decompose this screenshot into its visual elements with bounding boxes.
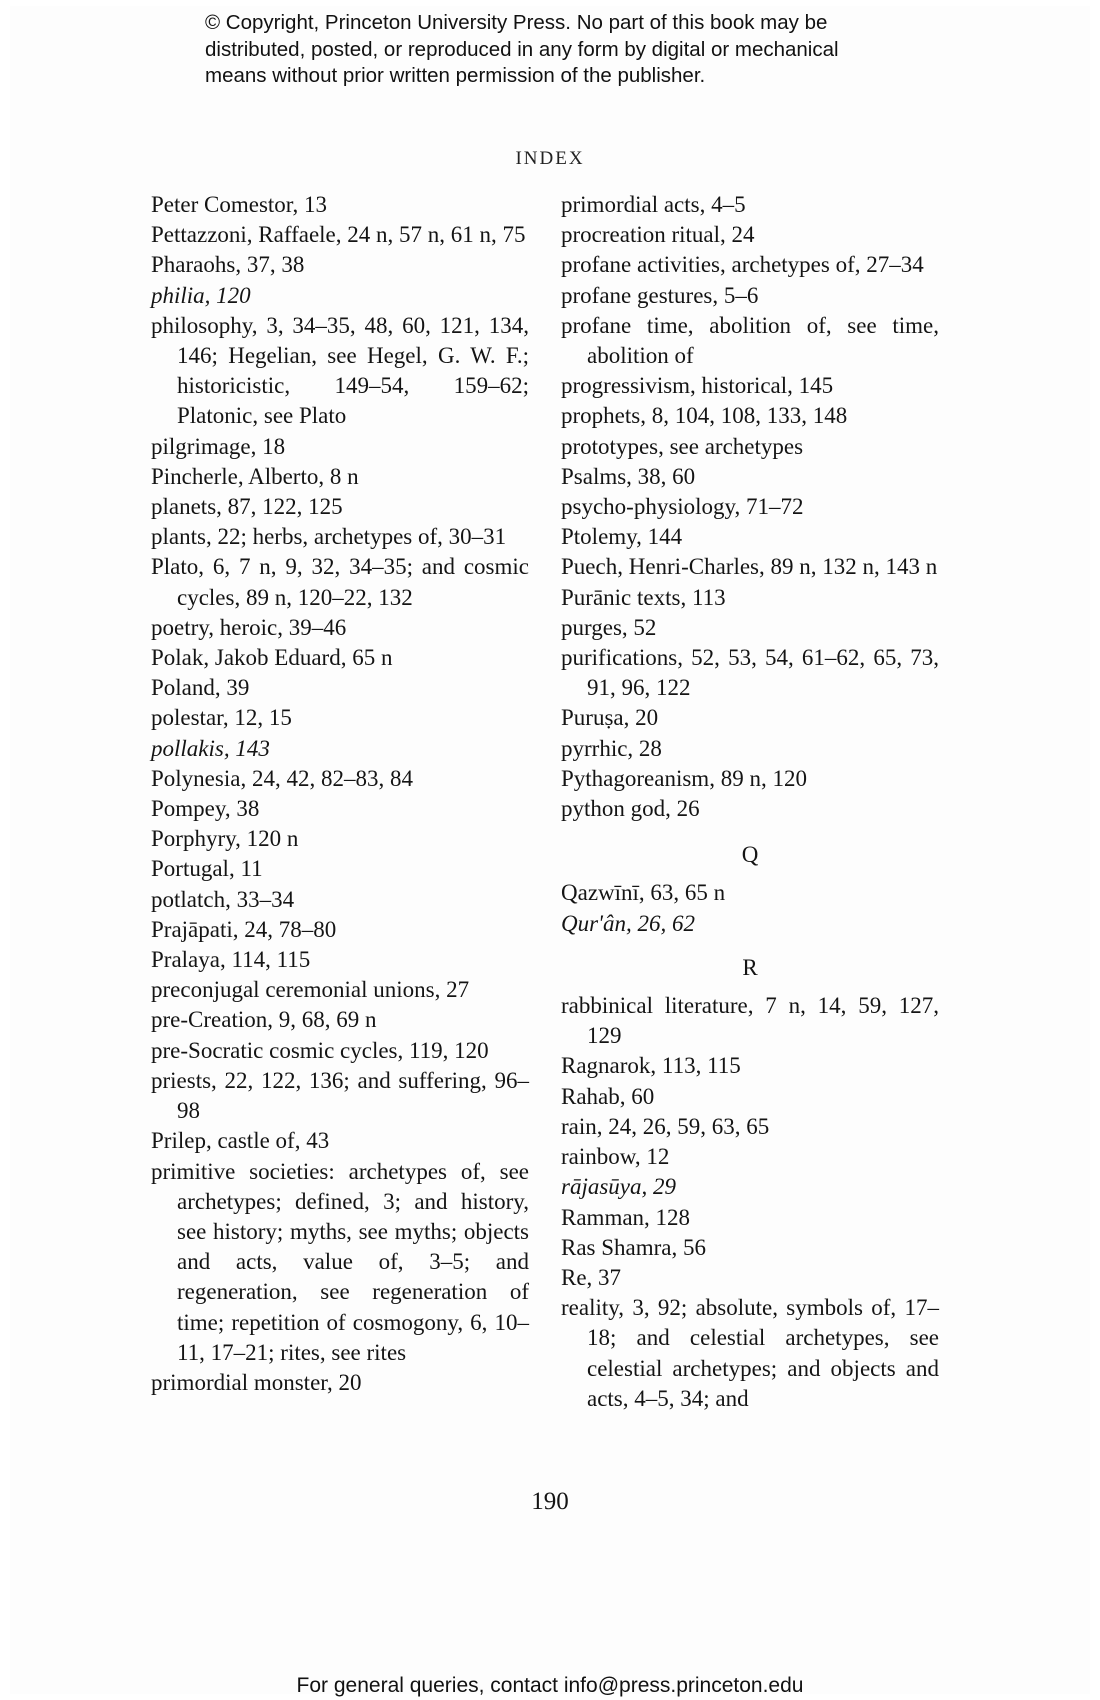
index-entry: primordial acts, 4–5	[561, 192, 746, 217]
index-entry: Prajāpati, 24, 78–80	[151, 916, 337, 942]
index-entry: poetry, heroic, 39–46	[151, 614, 347, 640]
copyright-notice	[205, 10, 925, 90]
copyright-line: distributed, posted, or reproduced in any form by digital or mechanical	[205, 37, 839, 61]
index-entry: pyrrhic, 28	[561, 735, 662, 761]
index-entry: rabbinical literature, 7 n, 14, 59, 127, 129	[561, 993, 939, 1049]
index-entry: pollakis, 143	[151, 735, 270, 761]
index-entry: Psalms, 38, 60	[561, 463, 696, 489]
index-entry: Pralaya, 114, 115	[151, 947, 311, 973]
index-entry: progressivism, historical, 145	[561, 373, 834, 399]
index-entry: profane gestures, 5–6	[561, 282, 759, 308]
index-entry: Qazwīnī, 63, 65 n	[561, 880, 726, 906]
index-entry: philosophy, 3, 34–35, 48, 60, 121, 134, 146; Hegelian, see Hegel, G. W. F.; historicistic, 149–54, 159–62; Platonic, see Plato	[151, 312, 529, 429]
index-entry: primitive societies: archetypes of, see archetypes; defined, 3; and history, see history; myths, see myths; objects and acts, value of, 3–5; and regeneration, see regeneration of time; repetition of cosmogony, 6, 10–11, 17–21; rites, see rites	[151, 1158, 529, 1365]
index-left-column	[151, 190, 529, 1398]
index-entry: Pharaohs, 37, 38	[151, 252, 305, 278]
index-entry: pilgrimage, 18	[151, 433, 286, 459]
index-entry: Pompey, 38	[151, 796, 260, 822]
index-entry: prophets, 8, 104, 108, 133, 148	[561, 403, 848, 429]
section-letter-r: R	[742, 954, 758, 980]
index-entry: primordial monster, 20	[151, 1369, 362, 1395]
index-entry: Pincherle, Alberto, 8 n	[151, 463, 359, 489]
index-entry: Re, 37	[561, 1264, 622, 1290]
index-entry: potlatch, 33–34	[151, 886, 295, 912]
index-entry: psycho-physiology, 71–72	[561, 494, 804, 520]
copyright-line: means without prior written permission of the publisher.	[205, 64, 706, 87]
index-entry: plants, 22; herbs, archetypes of, 30–31	[151, 524, 507, 550]
index-entry: pre-Creation, 9, 68, 69 n	[151, 1007, 377, 1033]
index-entry: purges, 52	[561, 614, 657, 640]
index-entry: python god, 26	[561, 796, 700, 822]
index-entry: rājasūya, 29	[561, 1174, 676, 1200]
page-number: 190	[531, 1488, 569, 1515]
index-entry: Puruṣa, 20	[561, 705, 659, 731]
index-entry: philia, 120	[151, 282, 251, 308]
index-entry: Poland, 39	[151, 675, 250, 701]
index-entry: Pythagoreanism, 89 n, 120	[561, 765, 807, 791]
index-entry: rainbow, 12	[561, 1144, 670, 1170]
index-entry: Qur'ân, 26, 62	[561, 910, 695, 936]
index-entry: preconjugal ceremonial unions, 27	[151, 977, 470, 1003]
index-entry: profane time, abolition of, see time, abolition of	[561, 312, 939, 369]
index-entry: pre-Socratic cosmic cycles, 119, 120	[151, 1037, 489, 1063]
index-entry: Polak, Jakob Eduard, 65 n	[151, 645, 393, 671]
index-entry: prototypes, see archetypes	[561, 433, 804, 459]
index-entry: Ptolemy, 144	[561, 524, 683, 550]
index-entry: Ragnarok, 113, 115	[561, 1053, 741, 1079]
index-entry: Pettazzoni, Raffaele, 24 n, 57 n, 61 n, 75	[151, 222, 526, 248]
index-entry: Purānic texts, 113	[561, 584, 726, 610]
index-entry: Ramman, 128	[561, 1204, 691, 1230]
index-entry: priests, 22, 122, 136; and suffering, 96–98	[151, 1067, 529, 1124]
footer-contact: For general queries, contact info@press.princeton.edu	[296, 1674, 804, 1697]
section-letter-q: Q	[741, 842, 759, 868]
index-entry: Portugal, 11	[151, 856, 263, 882]
index-right-column	[561, 190, 939, 1414]
index-entry: polestar, 12, 15	[151, 705, 292, 731]
index-entry: Peter Comestor, 13	[151, 192, 328, 217]
index-entry: Plato, 6, 7 n, 9, 32, 34–35; and cosmic cycles, 89 n, 120–22, 132	[151, 554, 529, 610]
index-entry: purifications, 52, 53, 54, 61–62, 65, 73, 91, 96, 122	[561, 645, 939, 701]
index-entry: profane activities, archetypes of, 27–34	[561, 252, 924, 278]
index-entry: reality, 3, 92; absolute, symbols of, 17–18; and celestial archetypes, see celestial archetypes; and objects and acts, 4–5, 34; and	[561, 1295, 939, 1411]
index-entry: planets, 87, 122, 125	[151, 494, 343, 520]
index-entry: Polynesia, 24, 42, 82–83, 84	[151, 765, 413, 791]
index-entry: Puech, Henri-Charles, 89 n, 132 n, 143 n	[561, 554, 938, 580]
index-entry: Ras Shamra, 56	[561, 1234, 707, 1260]
index-entry: Prilep, castle of, 43	[151, 1128, 330, 1154]
index-entry: rain, 24, 26, 59, 63, 65	[561, 1113, 770, 1139]
index-entry: procreation ritual, 24	[561, 222, 755, 248]
copyright-line: © Copyright, Princeton University Press. No part of this book may be	[205, 11, 828, 34]
index-entry: Porphyry, 120 n	[151, 826, 299, 852]
index-entry: Rahab, 60	[561, 1083, 655, 1109]
page-title: INDEX	[515, 148, 585, 169]
